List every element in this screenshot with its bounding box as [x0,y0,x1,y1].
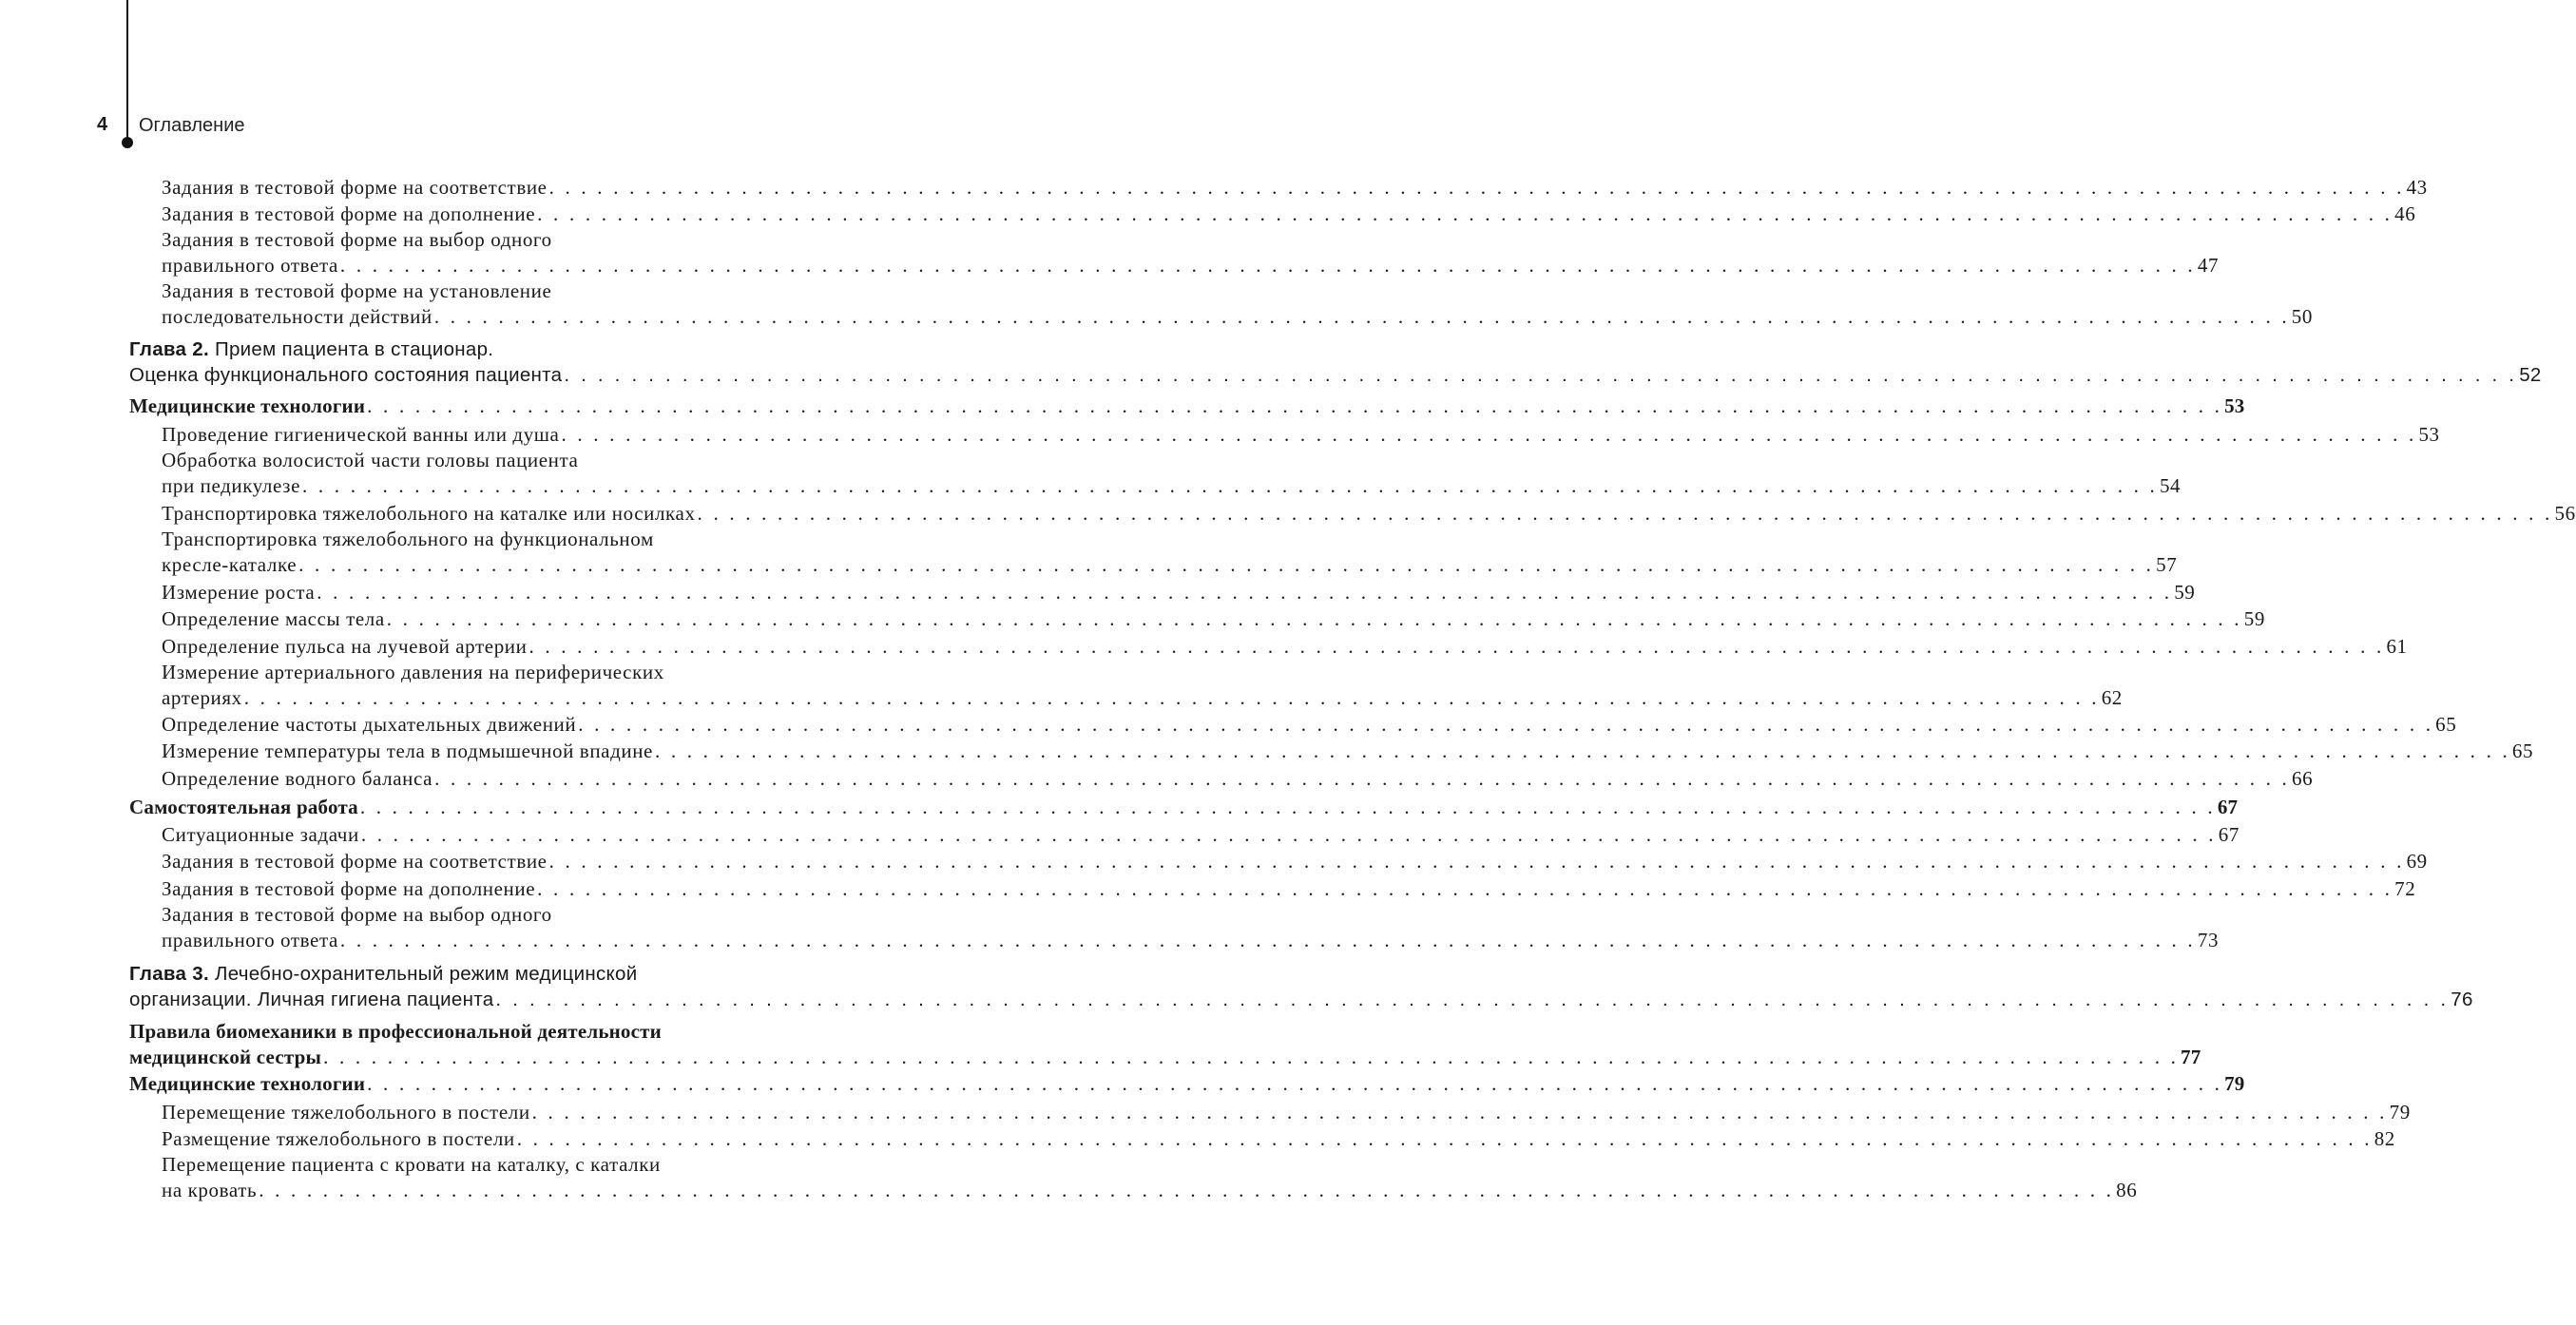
entry-title-part: Лечебно-охранительный режим медицинской [208,963,638,985]
dot-leader: . . . . . . . . . . . . . . . . . . . . . . . . . . . . . . . . . . . . . . . . . . . . . . . . . . . . . . . . . . . . . . . . . . . . . . . . . . . . . . . . . . . . . . . . . . . . . . . . . . . . . . . . . . . . . . . . . . . . [386,607,2242,630]
entry-first-line [162,660,664,685]
page-ref: 67 [2218,823,2240,846]
entry-title: Задания в тестовой форме на дополнение [162,202,536,225]
entry-title: Медицинские технологии [129,394,366,417]
page-ref: 46 [2394,202,2416,225]
dot-leader: . . . . . . . . . . . . . . . . . . . . . . . . . . . . . . . . . . . . . . . . . . . . . . . . . . . . . . . . . . . . . . . . . . . . . . . . . . . . . . . . . . . . . . . . . . . . . . . . . . . . . . . . . . . . . . . . . . . . [529,635,2385,658]
entry-line [162,1178,2138,1203]
entry-line [162,175,2428,201]
entry-line [162,422,2440,448]
entry-first-line [129,961,637,987]
entry-title: Ситуационные задачи [162,823,359,846]
dot-leader: . . . . . . . . . . . . . . . . . . . . . . . . . . . . . . . . . . . . . . . . . . . . . . . . . . . . . . . . . . . . . . . . . . . . . . . . . . . . . . . . . . . . . . . . . . . . . . . . . . . . . . . . . . . . . . . . . . . . [367,1072,2223,1095]
entry-line [162,685,2123,711]
entry-line [162,552,2178,578]
dot-leader: . . . . . . . . . . . . . . . . . . . . . . . . . . . . . . . . . . . . . . . . . . . . . . . . . . . . . . . . . . . . . . . . . . . . . . . . . . . . . . . . . . . . . . . . . . . . . . . . . . . . . . . . . . . . . . . . . . . . [495,989,2450,1010]
entry-title: при педикулезе [162,474,300,497]
dot-leader: . . . . . . . . . . . . . . . . . . . . . . . . . . . . . . . . . . . . . . . . . . . . . . . . . . . . . . . . . . . . . . . . . . . . . . . . . . . . . . . . . . . . . . . . . . . . . . . . . . . . . . . . . . . . . . . . . . . . [548,850,2405,873]
entry-line [162,473,2182,499]
entry-first-line [129,1019,662,1045]
entry-first-line [162,227,552,253]
page-ref: 65 [2511,739,2534,762]
page-ref: 57 [2156,553,2178,576]
dot-leader: . . . . . . . . . . . . . . . . . . . . . . . . . . . . . . . . . . . . . . . . . . . . . . . . . . . . . . . . . . . . . . . . . . . . . . . . . . . . . . . . . . . . . . . . . . . . . . . . . . . . . . . . . . . . . . . . . . . . [564,364,2518,386]
entry-line [162,822,2240,848]
entry-title: Определение частоты дыхательных движений [162,713,577,736]
dot-leader: . . . . . . . . . . . . . . . . . . . . . . . . . . . . . . . . . . . . . . . . . . . . . . . . . . . . . . . . . . . . . . . . . . . . . . . . . . . . . . . . . . . . . . . . . . . . . . . . . . . . . . . . . . . . . . . . . . . . [360,823,2217,846]
entry-first-line [129,336,493,362]
entry-line [129,987,2473,1012]
entry-line [162,1126,2395,1152]
entry-first-line [162,1152,661,1178]
entry-title: Измерение роста [162,581,316,604]
dot-leader: . . . . . . . . . . . . . . . . . . . . . . . . . . . . . . . . . . . . . . . . . . . . . . . . . . . . . . . . . . . . . . . . . . . . . . . . . . . . . . . . . . . . . . . . . . . . . . . . . . . . . . . . . . . . . . . . . . . . [317,581,2173,604]
page-ref: 82 [2374,1127,2395,1150]
page-ref: 69 [2406,850,2428,873]
entry-title: Измерение температуры тела в подмышечной впадине [162,739,653,762]
entry-title: правильного ответа [162,929,338,951]
page-ref: 79 [2389,1101,2411,1123]
entry-title-part: Обработка волосистой части головы пациента [162,449,579,471]
page-ref: 79 [2224,1072,2245,1095]
page-ref: 66 [2292,767,2314,790]
entry-line [129,1071,2245,1097]
entry-first-line [162,527,654,552]
page-ref: 50 [2291,305,2313,328]
entry-line [129,362,2542,388]
dot-leader: . . . . . . . . . . . . . . . . . . . . . . . . . . . . . . . . . . . . . . . . . . . . . . . . . . . . . . . . . . . . . . . . . . . . . . . . . . . . . . . . . . . . . . . . . . . . . . . . . . . . . . . . . . . . . . . . . . . . [548,176,2405,199]
dot-leader: . . . . . . . . . . . . . . . . . . . . . . . . . . . . . . . . . . . . . . . . . . . . . . . . . . . . . . . . . . . . . . . . . . . . . . . . . . . . . . . . . . . . . . . . . . . . . . . . . . . . . . . . . . . . . . . . . . . . [654,739,2510,762]
running-header: Оглавление [139,115,245,136]
entry-title: Задания в тестовой форме на соответствие [162,850,548,873]
entry-first-line [162,278,551,304]
entry-line [162,766,2314,792]
dot-leader: . . . . . . . . . . . . . . . . . . . . . . . . . . . . . . . . . . . . . . . . . . . . . . . . . . . . . . . . . . . . . . . . . . . . . . . . . . . . . . . . . . . . . . . . . . . . . . . . . . . . . . . . . . . . . . . . . . . . [434,767,2291,790]
entry-title-part: Прием пациента в стационар. [208,338,494,360]
entry-line [162,928,2220,953]
page-ref: 61 [2386,635,2408,658]
entry-first-line [162,448,578,473]
entry-title: кресле-каталке [162,553,298,576]
entry-line [162,304,2313,330]
dot-leader: . . . . . . . . . . . . . . . . . . . . . . . . . . . . . . . . . . . . . . . . . . . . . . . . . . . . . . . . . . . . . . . . . . . . . . . . . . . . . . . . . . . . . . . . . . . . . . . . . . . . . . . . . . . . . . . . . . . . [561,423,2417,446]
page-ref: 65 [2435,713,2457,736]
page-ref: 54 [2159,474,2182,497]
entry-line [162,849,2428,874]
entry-line [162,606,2265,632]
entry-line [162,1100,2411,1125]
entry-line [129,1045,2201,1070]
entry-title: правильного ответа [162,254,338,277]
entry-title-part: Транспортировка тяжелобольного на функциональном [162,528,654,550]
dot-leader: . . . . . . . . . . . . . . . . . . . . . . . . . . . . . . . . . . . . . . . . . . . . . . . . . . . . . . . . . . . . . . . . . . . . . . . . . . . . . . . . . . . . . . . . . . . . . . . . . . . . . . . . . . . . . . . . . . . . [697,502,2553,525]
page-ref: 72 [2394,877,2416,900]
entry-line [162,712,2457,738]
dot-leader: . . . . . . . . . . . . . . . . . . . . . . . . . . . . . . . . . . . . . . . . . . . . . . . . . . . . . . . . . . . . . . . . . . . . . . . . . . . . . . . . . . . . . . . . . . . . . . . . . . . . . . . . . . . . . . . . . . . . [359,796,2216,818]
dot-leader: . . . . . . . . . . . . . . . . . . . . . . . . . . . . . . . . . . . . . . . . . . . . . . . . . . . . . . . . . . . . . . . . . . . . . . . . . . . . . . . . . . . . . . . . . . . . . . . . . . . . . . . . . . . . . . . . . . . . [578,713,2434,736]
dot-leader: . . . . . . . . . . . . . . . . . . . . . . . . . . . . . . . . . . . . . . . . . . . . . . . . . . . . . . . . . . . . . . . . . . . . . . . . . . . . . . . . . . . . . . . . . . . . . . . . . . . . . . . . . . . . . . . . . . . . [537,202,2393,225]
page-ref: 67 [2217,796,2239,818]
entry-line [162,634,2408,660]
entry-title-part: Перемещение пациента с кровати на каталку, с каталки [162,1153,661,1176]
entry-title-part: Измерение артериального давления на периферических [162,661,664,683]
page-ref: 43 [2406,176,2428,199]
entry-title: Размещение тяжелобольного в постели [162,1127,515,1150]
dot-leader: . . . . . . . . . . . . . . . . . . . . . . . . . . . . . . . . . . . . . . . . . . . . . . . . . . . . . . . . . . . . . . . . . . . . . . . . . . . . . . . . . . . . . . . . . . . . . . . . . . . . . . . . . . . . . . . . . . . . [537,877,2393,900]
entry-title-part: Задания в тестовой форме на установление [162,279,552,302]
dot-leader: . . . . . . . . . . . . . . . . . . . . . . . . . . . . . . . . . . . . . . . . . . . . . . . . . . . . . . . . . . . . . . . . . . . . . . . . . . . . . . . . . . . . . . . . . . . . . . . . . . . . . . . . . . . . . . . . . . . . [339,254,2196,277]
page-number: 4 [97,114,108,135]
entry-title-part: Задания в тестовой форме на выбор одного [162,903,552,926]
page-ref: 76 [2451,989,2473,1010]
page-ref: 52 [2519,364,2542,386]
dot-leader: . . . . . . . . . . . . . . . . . . . . . . . . . . . . . . . . . . . . . . . . . . . . . . . . . . . . . . . . . . . . . . . . . . . . . . . . . . . . . . . . . . . . . . . . . . . . . . . . . . . . . . . . . . . . . . . . . . . . [302,474,2158,497]
entry-title: Транспортировка тяжелобольного на каталке или носилках [162,502,696,525]
entry-first-line [162,902,552,928]
chapter-label: Глава 3. [129,963,209,985]
entry-title: на кровать [162,1179,258,1201]
entry-title: Медицинские технологии [129,1072,366,1095]
entry-line [162,501,2576,527]
entry-title: организации. Личная гигиена пациента [129,989,494,1010]
entry-line [162,253,2220,278]
dot-leader: . . . . . . . . . . . . . . . . . . . . . . . . . . . . . . . . . . . . . . . . . . . . . . . . . . . . . . . . . . . . . . . . . . . . . . . . . . . . . . . . . . . . . . . . . . . . . . . . . . . . . . . . . . . . . . . . . . . . [298,553,2155,576]
entry-title: Определение водного баланса [162,767,433,790]
entry-title: Перемещение тяжелобольного в постели [162,1101,530,1123]
entry-line [162,739,2534,764]
entry-line [129,394,2245,419]
margin-bullet [122,137,133,148]
page-ref: 53 [2224,394,2245,417]
dot-leader: . . . . . . . . . . . . . . . . . . . . . . . . . . . . . . . . . . . . . . . . . . . . . . . . . . . . . . . . . . . . . . . . . . . . . . . . . . . . . . . . . . . . . . . . . . . . . . . . . . . . . . . . . . . . . . . . . . . . [339,929,2196,951]
entry-title: последовательности действий [162,305,433,328]
entry-title: медицинской сестры [129,1046,322,1068]
dot-leader: . . . . . . . . . . . . . . . . . . . . . . . . . . . . . . . . . . . . . . . . . . . . . . . . . . . . . . . . . . . . . . . . . . . . . . . . . . . . . . . . . . . . . . . . . . . . . . . . . . . . . . . . . . . . . . . . . . . . [516,1127,2373,1150]
entry-title: Определение массы тела [162,607,385,630]
dot-leader: . . . . . . . . . . . . . . . . . . . . . . . . . . . . . . . . . . . . . . . . . . . . . . . . . . . . . . . . . . . . . . . . . . . . . . . . . . . . . . . . . . . . . . . . . . . . . . . . . . . . . . . . . . . . . . . . . . . . [433,305,2290,328]
entry-title-part: Задания в тестовой форме на выбор одного [162,228,552,251]
margin-rule [126,0,128,143]
entry-line [162,580,2196,605]
page-ref: 59 [2174,581,2196,604]
entry-title: артериях [162,686,242,709]
dot-leader: . . . . . . . . . . . . . . . . . . . . . . . . . . . . . . . . . . . . . . . . . . . . . . . . . . . . . . . . . . . . . . . . . . . . . . . . . . . . . . . . . . . . . . . . . . . . . . . . . . . . . . . . . . . . . . . . . . . . [259,1179,2115,1201]
dot-leader: . . . . . . . . . . . . . . . . . . . . . . . . . . . . . . . . . . . . . . . . . . . . . . . . . . . . . . . . . . . . . . . . . . . . . . . . . . . . . . . . . . . . . . . . . . . . . . . . . . . . . . . . . . . . . . . . . . . . [323,1046,2180,1068]
entry-title: Определение пульса на лучевой артерии [162,635,528,658]
page-ref: 47 [2197,254,2220,277]
entry-title: Оценка функционального состояния пациента [129,364,563,386]
entry-line [162,202,2416,227]
entry-title: Проведение гигиенической ванны или душа [162,423,560,446]
entry-line [162,876,2416,902]
page-ref: 73 [2197,929,2220,951]
dot-leader: . . . . . . . . . . . . . . . . . . . . . . . . . . . . . . . . . . . . . . . . . . . . . . . . . . . . . . . . . . . . . . . . . . . . . . . . . . . . . . . . . . . . . . . . . . . . . . . . . . . . . . . . . . . . . . . . . . . . [531,1101,2388,1123]
page-ref: 62 [2101,686,2123,709]
page-ref: 59 [2243,607,2265,630]
entry-title: Самостоятельная работа [129,796,358,818]
dot-leader: . . . . . . . . . . . . . . . . . . . . . . . . . . . . . . . . . . . . . . . . . . . . . . . . . . . . . . . . . . . . . . . . . . . . . . . . . . . . . . . . . . . . . . . . . . . . . . . . . . . . . . . . . . . . . . . . . . . . [367,394,2223,417]
page-ref: 86 [2116,1179,2138,1201]
dot-leader: . . . . . . . . . . . . . . . . . . . . . . . . . . . . . . . . . . . . . . . . . . . . . . . . . . . . . . . . . . . . . . . . . . . . . . . . . . . . . . . . . . . . . . . . . . . . . . . . . . . . . . . . . . . . . . . . . . . . [243,686,2100,709]
entry-title-part: Правила биомеханики в профессиональной деятельности [129,1020,662,1043]
entry-title: Задания в тестовой форме на дополнение [162,877,536,900]
entry-line [129,795,2239,820]
page-ref: 56 [2554,502,2576,525]
page-ref: 53 [2418,423,2440,446]
entry-title: Задания в тестовой форме на соответствие [162,176,548,199]
page-ref: 77 [2181,1046,2201,1068]
chapter-label: Глава 2. [129,338,209,360]
